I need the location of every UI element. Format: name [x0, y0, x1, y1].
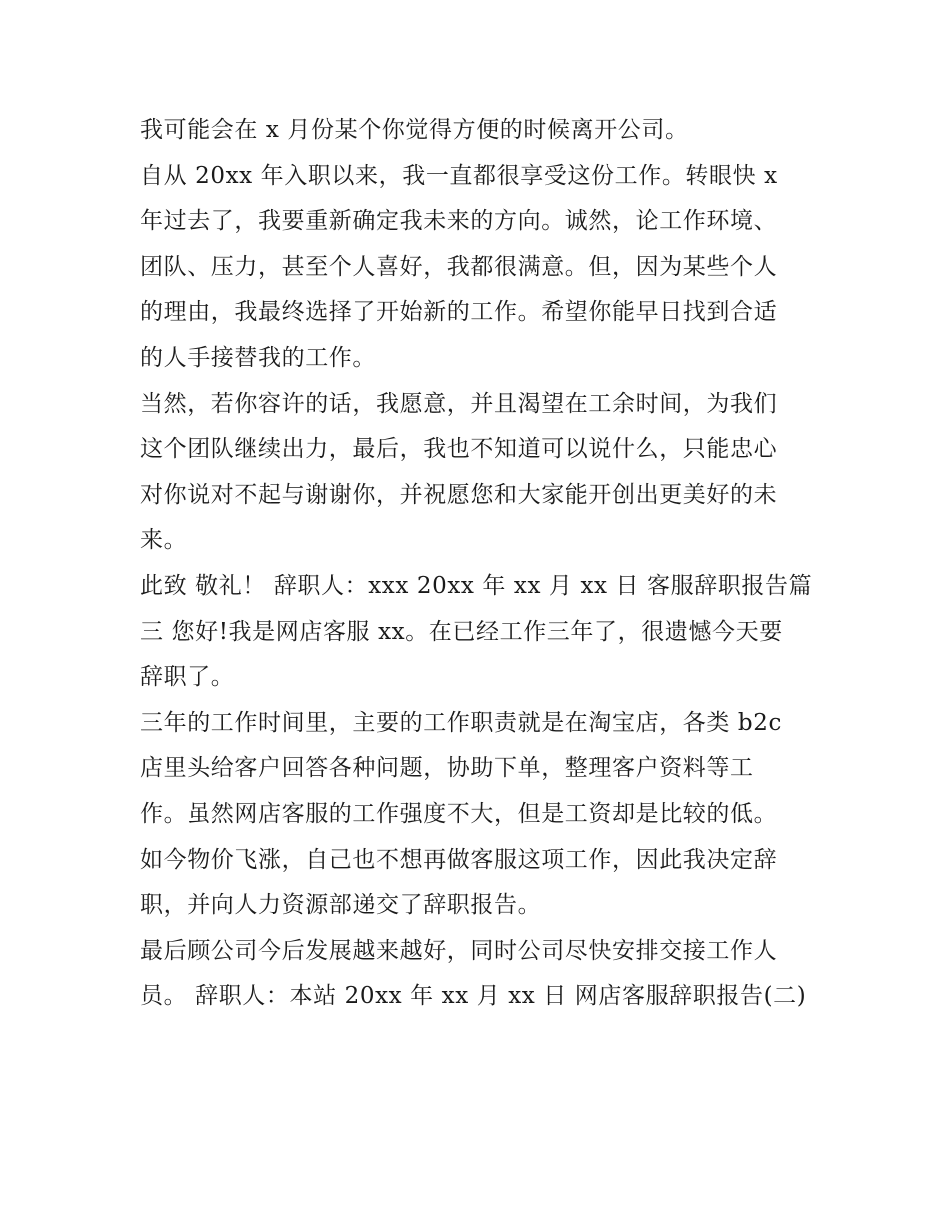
text-line-16: 作。虽然网店客服的工作强度不大，但是工资却是比较的低。: [140, 800, 778, 827]
text-line-8: 这个团队继续出力，最后，我也不知道可以说什么，只能忠心: [140, 436, 778, 463]
text-line-17: 如今物价飞涨，自己也不想再做客服这项工作，因此我决定辞: [140, 846, 778, 873]
text-line-7: 当然，若你容许的话，我愿意，并且渴望在工余时间，为我们: [140, 390, 778, 417]
text-line-3: 年过去了，我要重新确定我未来的方向。诚然，论工作环境、: [140, 208, 778, 235]
text-line-13: 辞职了。: [140, 664, 235, 691]
text-line-15: 店里头给客户回答各种问题，协助下单，整理客户资料等工: [140, 755, 754, 782]
text-line-6: 的人手接替我的工作。: [140, 344, 376, 371]
text-line-10: 来。: [140, 527, 188, 554]
text-line-5: 的理由，我最终选择了开始新的工作。希望你能早日找到合适: [140, 299, 778, 326]
text-line-20: 员。 辞职人：本站 20xx 年 xx 月 xx 日 网店客服辞职报告(二): [140, 983, 807, 1010]
body-text: [140, 108, 820, 1020]
text-line-9: 对你说对不起与谢谢你，并祝愿您和大家能开创出更美好的未: [140, 481, 778, 508]
text-line-1: 我可能会在 x 月份某个你觉得方便的时候离开公司。: [140, 117, 689, 143]
text-line-19: 最后顾公司今后发展越来越好，同时公司尽快安排交接工作人: [140, 937, 778, 964]
text-line-12: 三 您好!我是网店客服 xx。在已经工作三年了，很遗憾今天要: [140, 618, 783, 645]
text-line-4: 团队、压力，甚至个人喜好，我都很满意。但，因为某些个人: [140, 253, 778, 280]
text-line-14: 三年的工作时间里，主要的工作职责就是在淘宝店，各类 b2c: [140, 709, 782, 736]
text-line-11: 此致 敬礼！ 辞职人：xxx 20xx 年 xx 月 xx 日 客服辞职报告篇: [140, 572, 813, 599]
text-line-18: 职，并向人力资源部递交了辞职报告。: [140, 892, 542, 919]
text-line-2: 自从 20xx 年入职以来，我一直都很享受这份工作。转眼快 x: [140, 162, 778, 189]
